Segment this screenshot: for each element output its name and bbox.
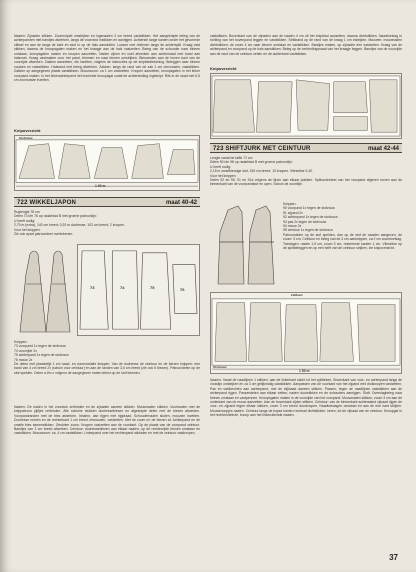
piece-label-73: 73: [90, 285, 95, 290]
cutting-layout-right-svg: [211, 74, 401, 138]
piece-label-74: 74: [120, 285, 125, 290]
shirtdress-illustration: [210, 202, 280, 288]
cut-instructions-722: Knippen: 73 voorpand 1x tegen de stofvouw 74 voorzijde 2x 75 achterpand 1x tegen de stofvouw 76 mouw 2x De delen met plaatselijk 1 cm naad- en zoomvariatie knippen. Van de duchesse de ceintuur en de biezen knippen: een band van 4 cm breed 2x (schuin voor ceintuur) en aan de randen van 3,5 cm breed (zie ook 6 biezen). Patroondelen op de stof spelden. Delen a t/m c volgens de aangegeven maten direct op de stof tekenen.: [14, 340, 200, 375]
page-number: 37: [389, 553, 398, 562]
cutting-layout-svg: [15, 136, 199, 190]
section-band-722: [14, 197, 200, 207]
piece-label-76: 76: [180, 287, 185, 292]
section-band-723: [210, 143, 402, 153]
fold-label-right: Stofvouw: [213, 365, 227, 369]
pattern-pieces-722: [77, 244, 200, 336]
measure-label-top: 1 60 m: [95, 184, 106, 188]
right-cut-overview-label: Knipoverzicht: [210, 66, 237, 71]
dress-figures-and-pieces: [14, 244, 200, 336]
left-intro-text: Naaien: Zijnaden stikken. Zoomrolpiet omstrijken en ingenaaien 3 cm breed vaststikken. Het aangeknipte beleg van de achterpanden met bandjes afwerken, langs de voorrand instikken en aanrijgen. Achterste lange kanten onder het gevormde stiksel en aan de langs de kant en sluit in op de hals aansluiten. Lussen met rekleven langs de achtersplit. Kraag vast stikken, daarna de knoopsgaten maken en het kraagje aan de hals vastzetten. Beleg van de schouder naar binnen omslaan, knoopsgaten maken en knopen aanzetten. Naden zijnen en voet afwerken aan achternaad met band aan halsvoet. Kraag vastmaken voor het pand, trimmen en naar binnen omstrijken. Biesranden aan de boven kant van de voorzijde afwerken. Zakken aanzetten, rits inzetten, volgens de instructies op de knipbladtekening. Beleggen naar binnen vouwen en vaststikken. Halsrand met beleg afwerken. Zakken: langs de rand van de zak 1 cm omvouwen, vaststikken. Zakken op aangegeven plaats vaststikken. Mouwzoom: ca 1 cm vastzetten. Knopen aanzetten, knoopsgaten in het linker voorpand maken. In het linkerachterpand het bovenste knoopsgat zodat de achtersluiting ingeknipt. Rits in de naad met 6,5 cm zoomvaste inzetten.: [14, 34, 200, 83]
cut-instructions-723: Knippen: 90 voorpand 1x tegen de stofvouw 91 zijpand 2x 92 achterpand 1x tegen de stofvouw 93 pas 2x tegen de stofvouw 94 mouw 2x 95 ceintuur 1x tegen de stofvouw Patroondelen op de stof spelden, dan op de stof de naaden aangeven, de zoom: 3 cm. Ceintuur en beleg van de 3 cm aanknippen, ca 2 cm zoomtoeslag. Toeslagen: naden 1,5 cm, zoom 3 cm, resterende kanten 1 cm. Vlieseline op de splitbeleggen en op een helft van de ceintuur strijken, zie knipoverzicht.: [283, 202, 402, 251]
dress-illustration: [14, 244, 74, 336]
right-intro-text: vaststikken. Bovenkant van de zijnaden aan de naaien 4 cm uit het knipblad aanzetten, daarna dichtstikken. Naadtoeslag in richting van het bovenpand leggen en vaststikken. Strikband op de rand van de kraag 1 cm instrijken. Mouwen: mouwnaden dichtstikken; de zoom 4 cm naar binnen omslaan en vaststikken. Bandjes maken, op zijnaden een vastzetten. Kraag van de achterpand en voorpand op de hals aanstikken. Beleg op de verbindingsnaad van het kraagje leggen. Bandjes van de voorzijde aan de rand van de ceintuur zetten en de achterkant vaststikken.: [210, 34, 402, 56]
cutting-layout-diagram-right: [210, 73, 402, 139]
shirtdress-figures-and-cut: [210, 202, 402, 288]
measure-label-right: 1 50 m: [299, 369, 310, 373]
section-size-723: maat 42-44: [367, 145, 399, 152]
sew-instructions-722: Naaien: De naden in het voorstuk verbinden en de zijnaden aaneen stikken. Mouwnaden stikken. Voorkanten met de knippatroon pijltjes verbinden. Alle schuine stukken duchessebiezen en afgeknipte delen met de biezen afwerken. Voorpandranden met de bies afwerken. Inhalen, dan rijgen met rijgdraad. Schoudernaden sluiten, mouwen inzetten. Duchesse nemen en de rechterkant 1 cm breed omvouwen, vastzetten. Met de zoom en de biezen af. Achterpand en de smalle bies samenstikken. Gesloten zoom. Knopen vastzetten aan de voorkant. Op de plaats van de voorpand ceintuur. Bandjes van 3 cm breed afwerken. Ceintuur: duchessebiezen aan elkaar naaien, op de rechterzijde binnen omslaan en vaststikken. Mouwzoom: ca. 4 cm vaststikken. Linkerpand over het rechterpand wikkelen en met de ceintuur vastknopen.: [14, 405, 200, 436]
fold-label-top: Stofvouw: [19, 136, 33, 140]
specs-723: Lengte vanaf de taille 72 cm Delen 90 t/m 98 op radarblad B met groene patroonlijn: U heeft nodig: 2,15 m zwartkleurige stof, 150 cm breed. 10 knopen. Vlieseline 0,40. Voor het knippen: Delen 92 en 95, 91 en 91a volgens de lijnen aan elkaar plakken. Splitonderdeel van het voorpand afgeven boven aan de binnenkant van de voorpandstof en open. Schuin de zoomlijn.: [210, 156, 402, 187]
selvage-label: Zelfkant: [291, 293, 303, 297]
dress-figure-svg: [14, 244, 74, 336]
section-title-723: 723 SHIFTJURK MET CEINTUUR: [213, 145, 311, 152]
cutting-layout-diagram-top: [14, 135, 200, 191]
section-size-722: maat 40-42: [165, 199, 197, 206]
piece-label-75: 75: [150, 285, 155, 290]
left-column: [14, 34, 200, 527]
cut-overview-label: Knipoverzicht: [14, 128, 41, 133]
sew-instructions-723: Naaien: Vanaf de naadlijnen 1 stikken, aan de linkerkant sticht tot het splitteken. Bovenkant van voor- en achterpand langs de vouwlijn omstrijken en ca 3 cm gelijkmatig vaststikken. Aanpassen van de voorkant van het zijpand met drukknopen vastzetten. Pas en vasthechten aan achterpand, met de stijlnaad aaneen stikken. Passen, tegen de naadlijnen vaststikken aan de achterpand rijgen. Passendelen aan elkaar zetten, naden doorstikken en de schouders aanrijgen. Sloft: Overslagbeleg naar binnen omslaan en vastpennen. Knoopsgaten maken in de voorzijde van het voorpand. Mouwnaden stikken, zoom 3 cm aan de onderkant van de mouw aanzetten. Aan de bovenkant zijden stikken. Ceintuur: van de binnenkant achterstand zijnaad rijgen de voor- en zijpand tegen elkaar stikken, zoom 3 cm breed doorknopen. Naadtoeslagen omslaan en aan de ene kant strijken. Mouwknoopjes naaien. Ceintuur langs de kopse kanten rechtsaf dichtstikken, keren, tot de zijnaad van de ceintuur. Knoopgat in het rechteruiteinde, knoop aan het linkeruiteinde naaien.: [210, 378, 402, 418]
cutting-layout-723: [210, 292, 402, 374]
section-title-722: 722 WIKKELJAPON: [17, 199, 77, 206]
right-column: [210, 34, 402, 462]
shirtdress-figure-svg: [210, 202, 280, 288]
cutting-layout-723-svg: [211, 293, 401, 373]
specs-722: Ruglengte 78 cm Delen 73 t/m 76 op radarblad B met groene patroonlijn: U heeft nodig: 2,70 m (extra), 140 cm breed; 0,25 m duchesse, 102 cm breed; 2 knopen. Voor het knippen: Zie ook apart patroondeel overtekenen.: [14, 210, 125, 237]
